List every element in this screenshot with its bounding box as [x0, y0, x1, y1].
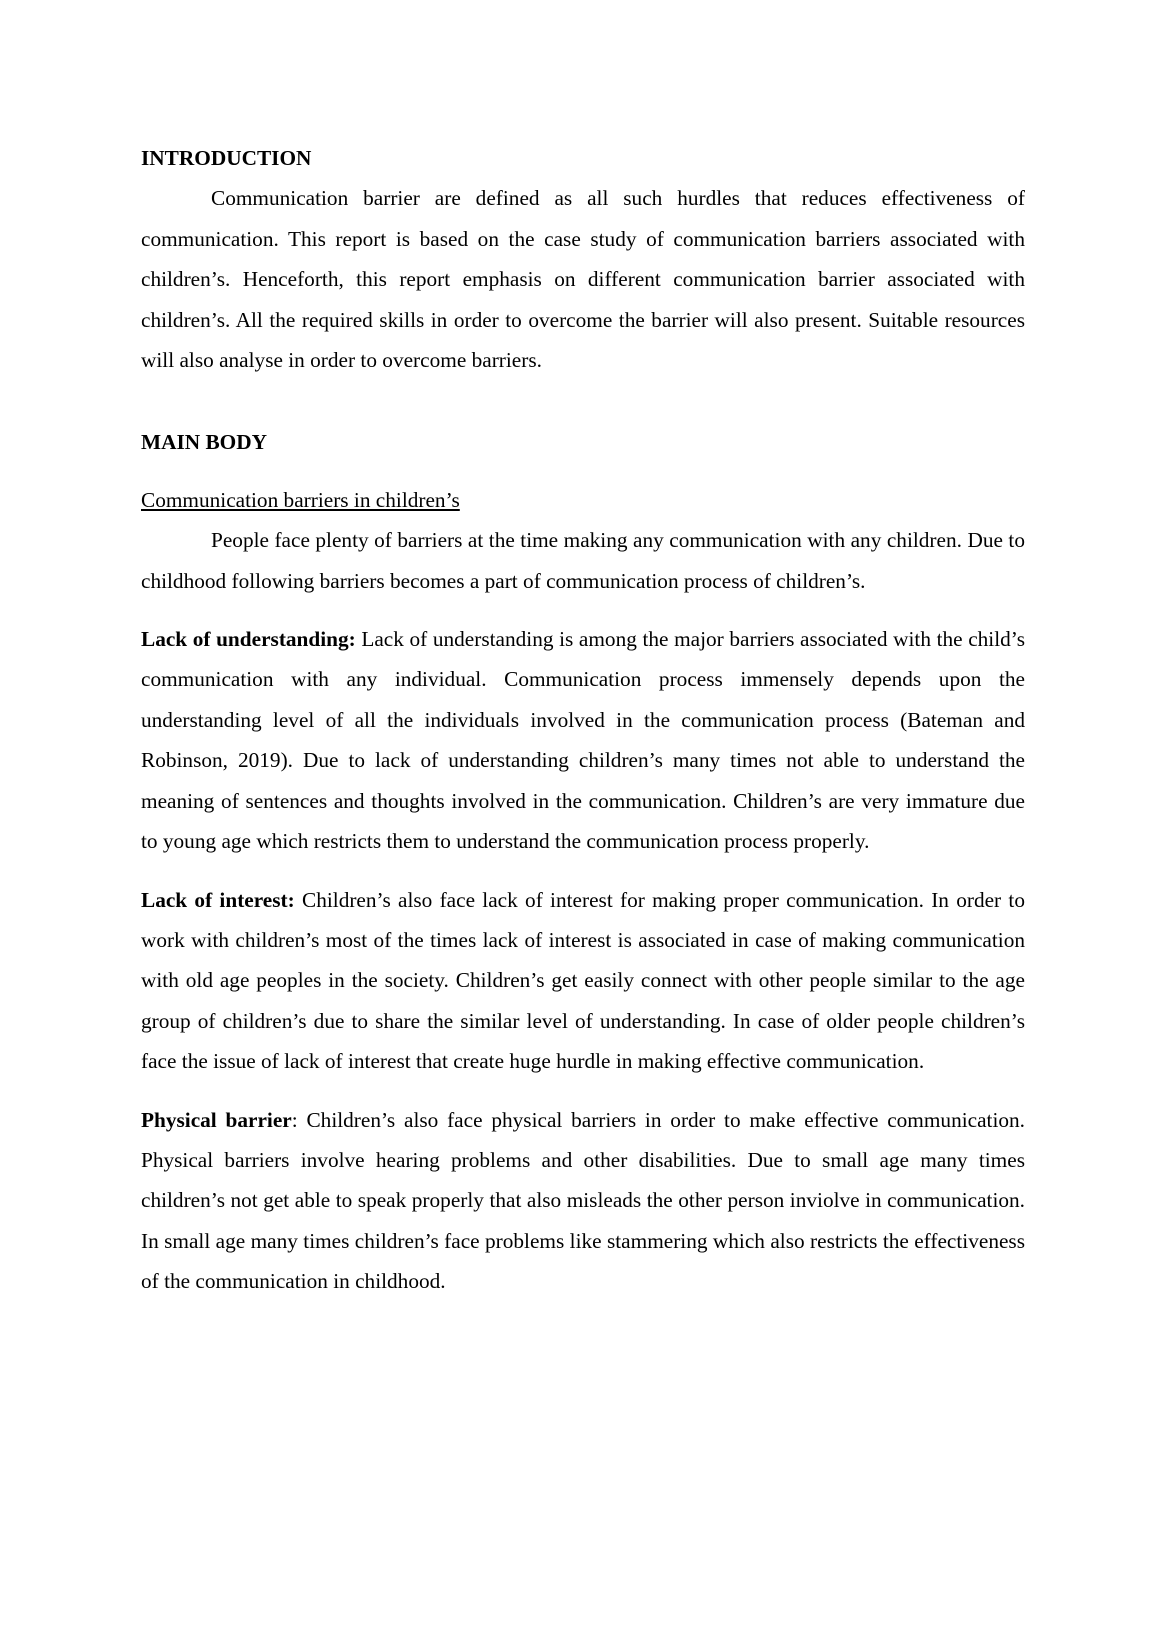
barriers-intro-paragraph: People face plenty of barriers at the time making any communication with any children. Due to childhood following barriers becomes a part of communication process of children’s. — [141, 528, 1025, 593]
section-term: Physical barrier — [141, 1107, 292, 1132]
section-physical-barrier — [141, 1100, 1025, 1302]
section-lack-of-interest — [141, 880, 1025, 1082]
document-page — [141, 138, 1025, 1302]
section-text: Children’s also face lack of interest for making proper communication. In order to work with children’s most of the times lack of interest is associated in case of making communication with old age peoples in the society. Children’s get easily connect with other people similar to the age group of children’s due to share the similar level of understanding. In case of older people children’s face the issue of lack of interest that create huge hurdle in making effective communication. — [141, 887, 1025, 1074]
introduction-paragraph: Communication barrier are defined as all such hurdles that reduces effectiveness of communication. This report is based on the case study of communication barriers associated with children’s. Henceforth, this report emphasis on different communication barrier associated with children’s. All the required skills in order to overcome the barrier will also present. Suitable resources will also analyse in order to overcome barriers. — [141, 186, 1025, 373]
section-term: Lack of interest: — [141, 887, 295, 912]
section-text: : Children’s also face physical barriers in order to make effective communication. Physical barriers involve hearing problems and other disabilities. Due to small age many times children’s not get able to speak properly that also misleads the other person inviolve in communication. In small age many times children’s face problems like stammering which also restricts the effectiveness of the communication in childhood. — [141, 1107, 1025, 1294]
section-text: Lack of understanding is among the major barriers associated with the child’s communication with any individual. Communication process immensely depends upon the understanding level of all the individuals involved in the communication process (Bateman and Robinson, 2019). Due to lack of understanding children’s many times not able to understand the meaning of sentences and thoughts involved in the communication. Children’s are very immature due to young age which restricts them to understand the communication process properly. — [141, 627, 1025, 854]
main-body-heading: MAIN BODY — [141, 430, 268, 455]
introduction-heading: INTRODUCTION — [141, 146, 312, 170]
section-lack-of-understanding — [141, 619, 1025, 861]
section-term: Lack of understanding: — [141, 627, 356, 652]
barriers-subheading: Communication barriers in children’s — [141, 487, 460, 512]
